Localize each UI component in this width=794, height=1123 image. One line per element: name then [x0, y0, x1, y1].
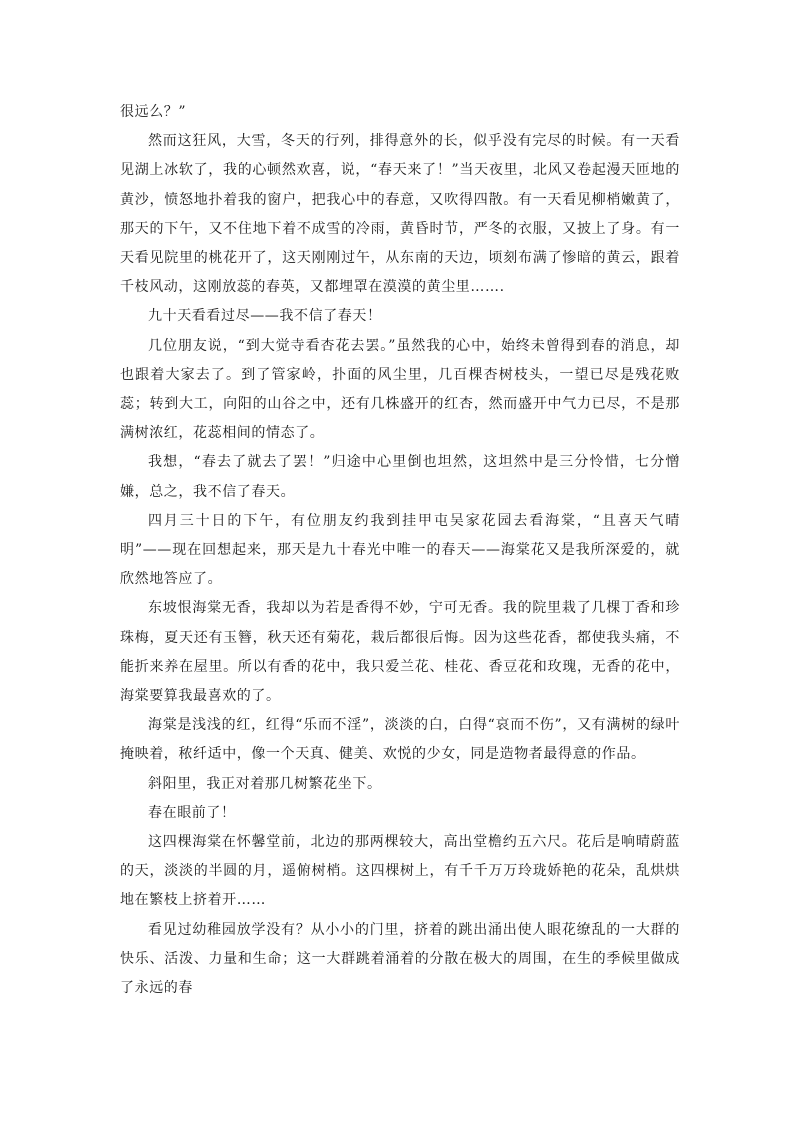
paragraph: 海棠是浅浅的红，红得“乐而不淫”，淡淡的白，白得“哀而不伤”，又有满树的绿叶掩映着，秾纤适中，像一个天真、健美、欢悦的少女，同是造物者最得意的作品。	[120, 717, 680, 763]
paragraph: 四月三十日的下午，有位朋友约我到挂甲屯吴家花园去看海棠，“且喜天气晴明”——现在回想起来，那天是九十春光中唯一的春天——海棠花又是我所深爱的，就欣然地答应了。	[120, 512, 680, 588]
paragraph: 看见过幼稚园放学没有？从小小的门里，挤着的跳出涌出使人眼花缭乱的一大群的快乐、活泼、力量和生命；这一大群跳着涌着的分散在极大的周围，在生的季候里做成了永远的春	[120, 921, 680, 997]
paragraph: 很远么？”	[120, 104, 187, 120]
paragraph: 几位朋友说，“到大觉寺看杏花去罢。”虽然我的心中，始终未曾得到春的消息，却也跟着大家去了。到了管家岭，扑面的风尘里，几百棵杏树枝头，一望已尽是残花败蕊；转到大工，向阳的山谷之中，还有几株盛开的红杏，然而盛开中气力已尽，不是那满树浓红，花蕊相间的情态了。	[120, 337, 680, 442]
paragraph: 然而这狂风，大雪，冬天的行列，排得意外的长，似乎没有完尽的时候。有一天看见湖上冰软了，我的心顿然欢喜，说，“春天来了！”当天夜里，北风又卷起漫天匝地的黄沙，愤怒地扑着我的窗户，把我心中的春意，又吹得四散。有一天看见柳梢嫩黄了，那天的下午，又不住地下着不成雪的冷雨，黄昏时节，严冬的衣服，又披上了身。有一天看见院里的桃花开了，这天刚刚过午，从东南的天边，顷刻布满了惨暗的黄云，跟着千枝风动，这刚放蕊的春英，又都埋罩在漠漠的黄尘里…….	[120, 133, 680, 296]
paragraph: 斜阳里，我正对着那几树繁花坐下。	[148, 775, 382, 792]
paragraph: 九十天看看过尽——我不信了春天！	[148, 308, 382, 325]
essay-body	[120, 98, 680, 1003]
paragraph: 东坡恨海棠无香，我却以为若是香得不妙，宁可无香。我的院里栽了几棵丁香和珍珠梅，夏天还有玉簪，秋天还有菊花，栽后都很后悔。因为这些花香，都使我头痛，不能折来养在屋里。所以有香的花中，我只爱兰花、桂花、香豆花和玫瑰，无香的花中，海棠要算我最喜欢的了。	[120, 600, 680, 705]
paragraph: 这四棵海棠在怀馨堂前，北边的那两棵较大，高出堂檐约五六尺。花后是响晴蔚蓝的天，淡淡的半圆的月，遥俯树梢。这四棵树上，有千千万万玲珑娇艳的花朵，乱烘烘地在繁枝上挤着开……	[120, 834, 680, 909]
paragraph: 春在眼前了！	[148, 804, 236, 821]
paragraph: 我想，“春去了就去了罢！”归途中心里倒也坦然，这坦然中是三分怜惜，七分憎嫌，总之，我不信了春天。	[120, 454, 680, 500]
